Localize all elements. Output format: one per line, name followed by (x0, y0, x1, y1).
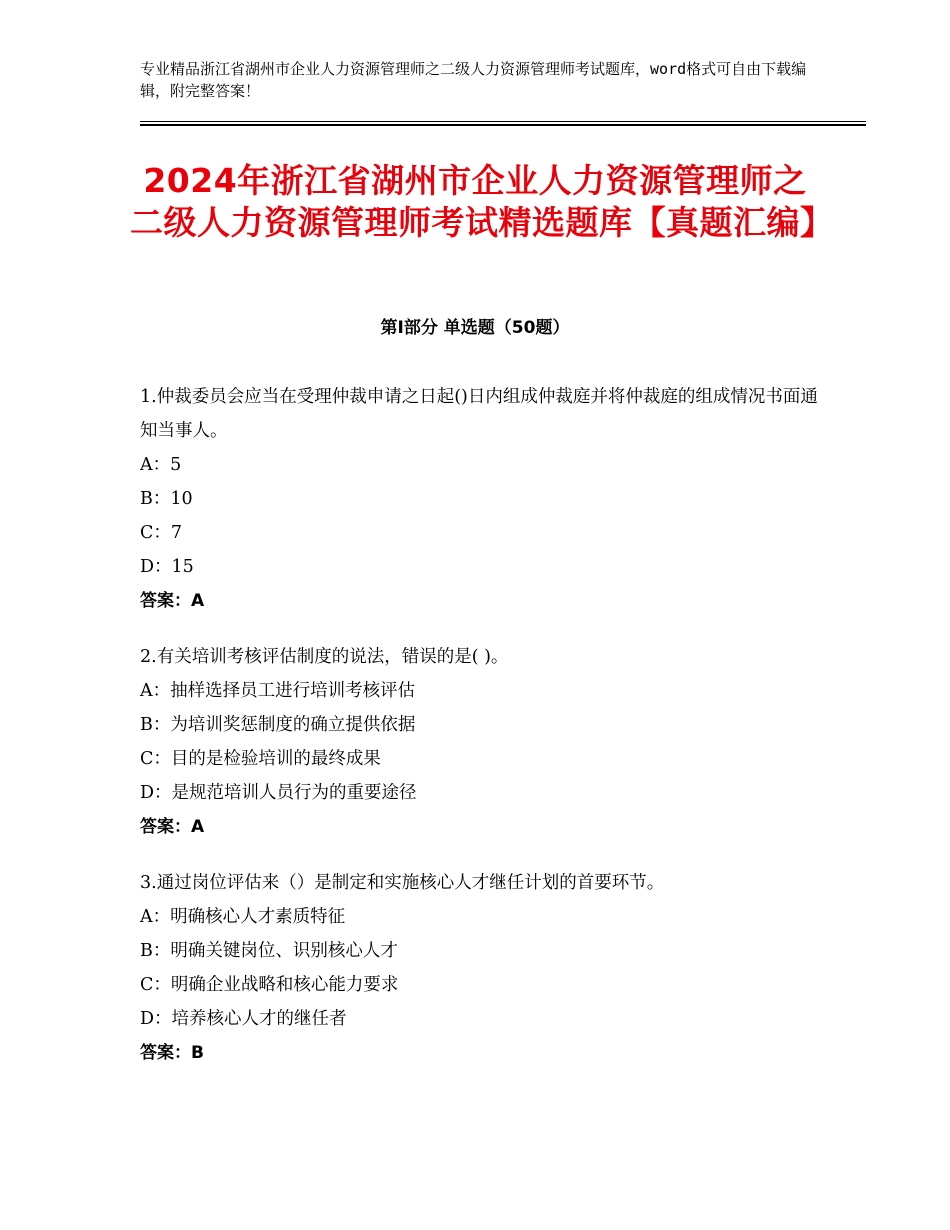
question-option-d: D：是规范培训人员行为的重要途径 (140, 783, 417, 803)
question-option-c: C：7 (140, 523, 183, 543)
question-list (140, 380, 820, 1092)
question-option-b: B：明确关键岗位、识别核心人才 (140, 941, 398, 961)
header-divider-thick (140, 124, 866, 126)
question-3 (140, 866, 820, 1070)
header-divider (140, 121, 866, 122)
question-option-a: A：5 (140, 455, 182, 475)
question-option-a: A：抽样选择员工进行培训考核评估 (140, 681, 416, 701)
question-stem: 3.通过岗位评估来（）是制定和实施核心人才继任计划的首要环节。 (140, 873, 665, 893)
question-option-c: C：明确企业战略和核心能力要求 (140, 975, 399, 995)
header-note: 专业精品浙江省湖州市企业人力资源管理师之二级人力资源管理师考试题库，word格式可自由下载编辑，附完整答案！ (140, 60, 807, 100)
document-title: 2024年浙江省湖州市企业人力资源管理师之二级人力资源管理师考试精选题库【真题汇编】 (130, 161, 834, 242)
question-1 (140, 380, 820, 618)
question-stem: 1.仲裁委员会应当在受理仲裁申请之日起()日内组成仲裁庭并将仲裁庭的组成情况书面通知当事人。 (140, 387, 818, 441)
question-answer: 答案：B (140, 1043, 204, 1063)
question-answer: 答案：A (140, 817, 205, 837)
question-option-d: D：15 (140, 557, 194, 577)
question-option-c: C：目的是检验培训的最终成果 (140, 749, 381, 769)
section-title: 第Ⅰ部分 单选题（50题） (380, 318, 570, 338)
question-answer: 答案：A (140, 591, 205, 611)
question-2 (140, 640, 820, 844)
question-option-d: D：培养核心人才的继任者 (140, 1009, 347, 1029)
question-option-a: A：明确核心人才素质特征 (140, 907, 346, 927)
question-stem: 2.有关培训考核评估制度的说法，错误的是( )。 (140, 647, 509, 667)
question-option-b: B：10 (140, 489, 193, 509)
question-option-b: B：为培训奖惩制度的确立提供依据 (140, 715, 416, 735)
